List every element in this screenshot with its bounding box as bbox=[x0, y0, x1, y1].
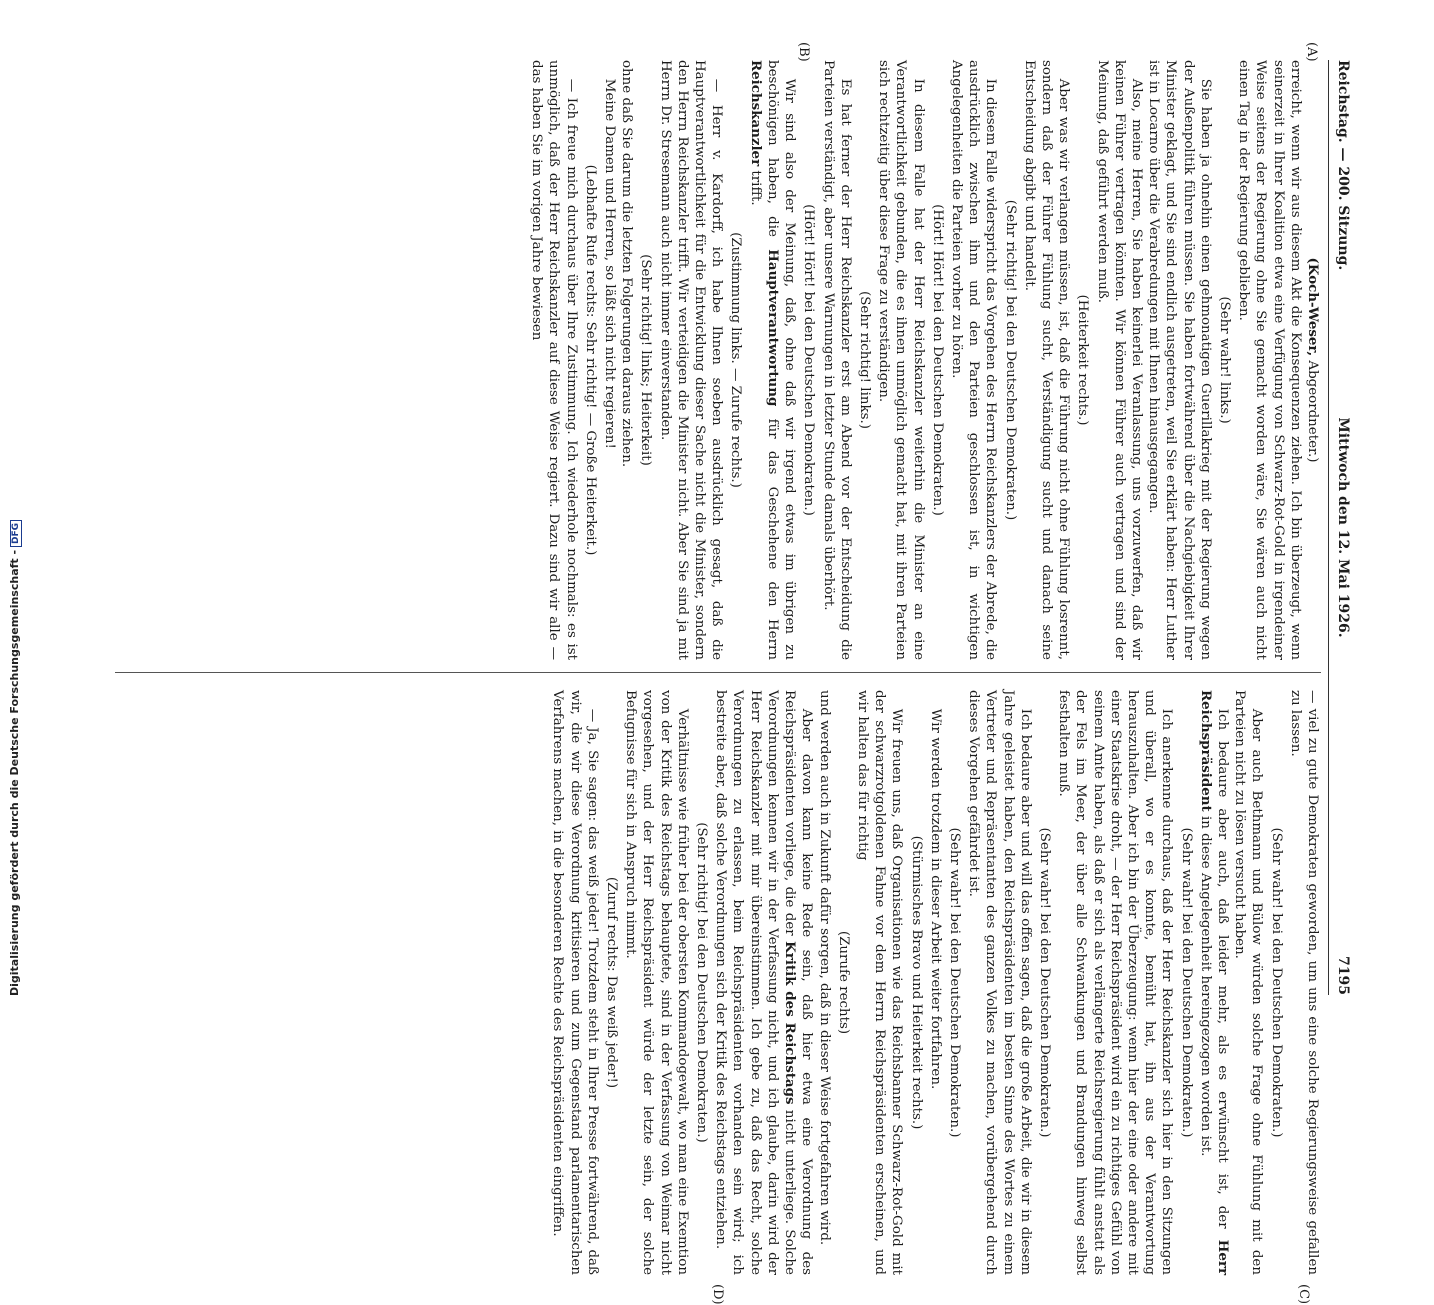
column-left bbox=[528, 60, 1321, 660]
text-run: Ich bedaure aber auch, daß leider mehr, als es erwünscht ist, der bbox=[1214, 708, 1230, 1240]
paragraph: und werden auch in Zukunft dafür sorgen, daß in dieser Weise fortgefahren wird. bbox=[816, 690, 832, 1246]
paragraph: Wir werden trotzdem in dieser Arbeit weiter fortfahren. bbox=[927, 708, 943, 1090]
paragraph: erreicht, wenn wir aus diesem Akt die Konsequenzen ziehen. Ich bin überzeugt, wenn seinerzeit in Ihrer Koalition etwa eine Verfügung von Schwarz-Rot-Gold in irgendeiner Weise seitens der Regierung ohne Sie gemacht worden wäre, Sie wären auch nicht einen Tag in der Regierung geblieben. bbox=[1236, 60, 1303, 660]
bold-term: Herr Reichspräsident bbox=[1197, 690, 1231, 1275]
paragraph: Meine Damen und Herren, so läßt sich nicht regieren! bbox=[602, 78, 618, 449]
dfg-logo: DFG bbox=[10, 520, 22, 547]
interjection: (Sehr wahr! bei den Deutschen Demokraten.) bbox=[1178, 827, 1194, 1138]
paragraph: — Herr v. Kardorff, ich habe Ihnen soeben ausdrücklich gesagt, daß die Hauptverantwortlichkeit für die Entwicklung dieser Sache nicht die Minister, sondern den Herrn Reichskanzler trifft. Wir verteidigen die Minister nicht. Aber Sie sind ja mit Herrn Dr. Stresemann auch nicht immer einverstanden. bbox=[657, 60, 725, 660]
margin-mark-c: (C) bbox=[1296, 1284, 1311, 1305]
margin-mark-a: (A) bbox=[1304, 42, 1319, 62]
interjection: (Sehr wahr! bei den Deutschen Demokraten.) bbox=[1036, 827, 1052, 1138]
column-right bbox=[549, 690, 1321, 1275]
text-run: in diese Angelegenheit hereingezogen worden ist. bbox=[1197, 811, 1213, 1157]
digitization-text: Digitalisierung gefördert durch die Deutsche Forschungsgemeinschaft - bbox=[8, 549, 21, 996]
rotated-page bbox=[115, 42, 1355, 1305]
interjection: (Zustimmung links. — Zurufe rechts.) bbox=[728, 232, 744, 488]
paragraph: Aber was wir verlangen müssen, ist, daß die Führung nicht ohne Fühlung losrennt, sondern daß der Führer Fühlung sucht, Verständigung sucht und danach seine Entscheidung abgibt und handelt. bbox=[1021, 60, 1072, 660]
text-run: nicht unterliege. Solche Verordnungen kennen wir in der Verfassung nicht, und ich glaube, darin wird der Herr Reichskanzler mit mir übereinstimmen. Ich gebe zu, daß das Recht, solche Verordnungen zu erlassen, beim Reichspräsidenten vorhanden sein wird; ich bestreite aber, daß solche Verordnungen sich der Kritik des Reichstags entziehen. bbox=[713, 690, 798, 1275]
speaker-role: Abgeordneter.) bbox=[1305, 360, 1320, 463]
paragraph: Verhältnisse wie früher bei der obersten Kommandogewalt, wo man eine Exemtion von der Kritik des Reichstags behauptete, sind in der Verfassung von Weimar nicht vorgesehen, und der Herr Reichspräsident würde der letzte sein, der solche Befugnisse für sich in Anspruch nimmt. bbox=[623, 690, 690, 1275]
bold-term: Hauptverantwortung bbox=[764, 249, 781, 407]
interjection: (Lebhafte Rufe rechts: Sehr richtig! — Große Heiterkeit.) bbox=[582, 164, 598, 556]
page-number: 7195 bbox=[1335, 956, 1351, 995]
paragraph: — Ich freue mich durchaus über Ihre Zustimmung. Ich wiederhole nochmals: es ist unmöglich, daß der Herr Reichskanzler auf diese Weise regiert. Dazu sind wir alle — das haben Sie im vorigen Jahre bewiesen bbox=[529, 60, 579, 660]
paragraph: — Ja, Sie sagen: das weiß jeder! Trotzdem steht in Ihrer Presse fortwährend, daß wir, die wir diese Verordnung kritisieren und zum Gegenstand parlamentarischen Verfahrens machen, in die besonderen Rechte des Reichspräsidenten eingriffen. bbox=[550, 690, 600, 1275]
interjection: (Sehr wahr! bei den Deutschen Demokraten.) bbox=[1268, 827, 1284, 1138]
paragraph: Ich bedaure aber und will das offen sagen, daß die große Arbeit, die wir in diesem Jahre geleistet haben, den Reichspräsidenten im besten Sinne des Wortes zu einem Vertreter und Repräsentanten des ganzen Volkes zu machen, vorübergehend durch dieses Vorgehen gefährdet ist. bbox=[966, 690, 1033, 1275]
text-run: trifft. bbox=[747, 166, 763, 206]
paragraph-critique bbox=[712, 690, 815, 1275]
interjection: (Sehr richtig! links; Heiterkeit) bbox=[638, 254, 654, 466]
margin-mark-d: (D) bbox=[710, 1284, 725, 1305]
paragraph: ohne daß Sie darum die letzten Folgerungen daraus ziehen. bbox=[619, 60, 635, 468]
header-date: Mittwoch den 12. Mai 1926. bbox=[1335, 417, 1351, 638]
paragraph: In diesem Falle hat der Herr Reichskanzler weiterhin die Minister an eine Verantwortlichkeit gebunden, die es ihnen unmöglich gemacht hat, mit ihren Parteien sich rechtzeitig über diese Frage zu verständigen. bbox=[876, 60, 926, 660]
header-left: Reichstag. — 200. Sitzung. bbox=[1335, 60, 1351, 271]
paragraph: Also, meine Herren, Sie haben keinerlei Veranlassung, uns vorzuwerfen, daß wir keinen Führer vertragen könnten. Wir können Führer auch vertragen und sind der Meinung, daß geführt werden muß. bbox=[1094, 60, 1144, 660]
interjection: (Stürmisches Bravo und Heiterkeit rechts.) bbox=[908, 835, 924, 1130]
interjection: (Sehr richtig! links.) bbox=[856, 291, 872, 429]
speaker-name: (Koch-Weser, bbox=[1305, 257, 1321, 357]
interjection: (Heiterkeit rechts.) bbox=[1075, 294, 1091, 426]
speaker-line bbox=[1304, 60, 1321, 660]
text-run: Wir sind also der Meinung, daß, ohne daß wir irgend etwas im übrigen zu beschönigen haben, die bbox=[764, 60, 798, 660]
paragraph: In diesem Falle widerspricht das Vorgehen des Herrn Reichskanzlers der Abrede, die ausdrücklich zwischen ihm und den Parteien geschlossen ist, in wichtigen Angelegenheiten die Parteien vorher zu hören. bbox=[948, 60, 999, 660]
interjection: (Sehr richtig! bei den Deutschen Demokraten.) bbox=[694, 822, 710, 1143]
interjection: (Zuruf rechts: Das weiß jeder!) bbox=[604, 876, 620, 1089]
paragraph: — viel zu gute Demokraten geworden, um uns eine solche Regierungsweise gefallen zu lassen. bbox=[1287, 690, 1320, 1275]
paragraph-responsibility bbox=[747, 60, 799, 660]
paragraph: Sie haben ja ohnehin einen gehmonatigen Guerillakrieg mit der Regierung wegen der Außenpolitik führen müssen. Sie haben fortwährend über die Nachgiebigkeit Ihrer Minister geklagt, und Sie sind endlich ausgetreten, weil Sie erklärt haben: Herr Luther ist in Locarno über die Verabredungen mit Ihnen hinausgegangen. bbox=[1146, 60, 1213, 660]
column-divider bbox=[115, 672, 1321, 673]
paragraph: Aber auch Bethmann und Bülow würden solche Frage ohne Fühlung mit den Parteien nicht zu lösen versucht haben. bbox=[1232, 690, 1265, 1275]
interjection: (Sehr wahr! bei den Deutschen Demokraten.) bbox=[946, 827, 962, 1138]
paragraph-president bbox=[1197, 690, 1231, 1275]
interjection: (Hört! Hört! bei den Deutschen Demokraten.) bbox=[929, 204, 945, 516]
interjection: (Hört! Hört! bei den Deutschen Demokraten.) bbox=[801, 204, 817, 516]
bold-term: Reichskanzler bbox=[747, 60, 764, 167]
bold-term: Kritik des Reichstags bbox=[782, 941, 799, 1105]
paragraph: Ich anerkenne durchaus, daß der Herr Reichskanzler sich hier in den Sitzungen und überall, wo er es konnte, bemüht hat, ihn aus der Verantwortung herauszuhalten. Aber ich bin der Überzeugung: wenn hier der eine oder andere mit einer Staatskrise droht, — der Herr Reichspräsident wird ein zu richtiges Gefühl von seinem Amte haben, als daß er sich als verlängerte Reichsregierung fühlt anstatt als der Fels im Meer, der über alle Schwankungen und Brandungen hinweg selbst festhalten muß. bbox=[1056, 690, 1175, 1275]
paragraph: Wir freuen uns, daß Organisationen wie das Reichsbanner Schwarz-Rot-Gold mit der schwarzrotgoldenen Fahne vor dem Herrn Reichspräsidenten erscheinen, und wir halten das für richtig bbox=[854, 690, 905, 1275]
interjection: (Sehr richtig! bei den Deutschen Demokraten.) bbox=[1002, 199, 1018, 521]
page-header bbox=[1328, 60, 1355, 995]
digitization-note bbox=[8, 520, 22, 996]
text-run: für das Geschehene den Herrn bbox=[764, 406, 780, 660]
interjection: (Sehr wahr! links.) bbox=[1216, 296, 1232, 424]
interjection: (Zurufe rechts) bbox=[835, 930, 851, 1035]
text-run: Aber davon kann keine Rede sein, daß hier etwa eine Verordnung des Reichspräsidenten vorliege, die der bbox=[782, 690, 815, 1275]
margin-mark-b: (B) bbox=[796, 42, 811, 62]
paragraph: Es hat ferner der Herr Reichskanzler erst am Abend vor der Entscheidung die Parteien verständigt, aber unsere Warnungen in letzter Stunde damals überhört. bbox=[820, 60, 853, 660]
